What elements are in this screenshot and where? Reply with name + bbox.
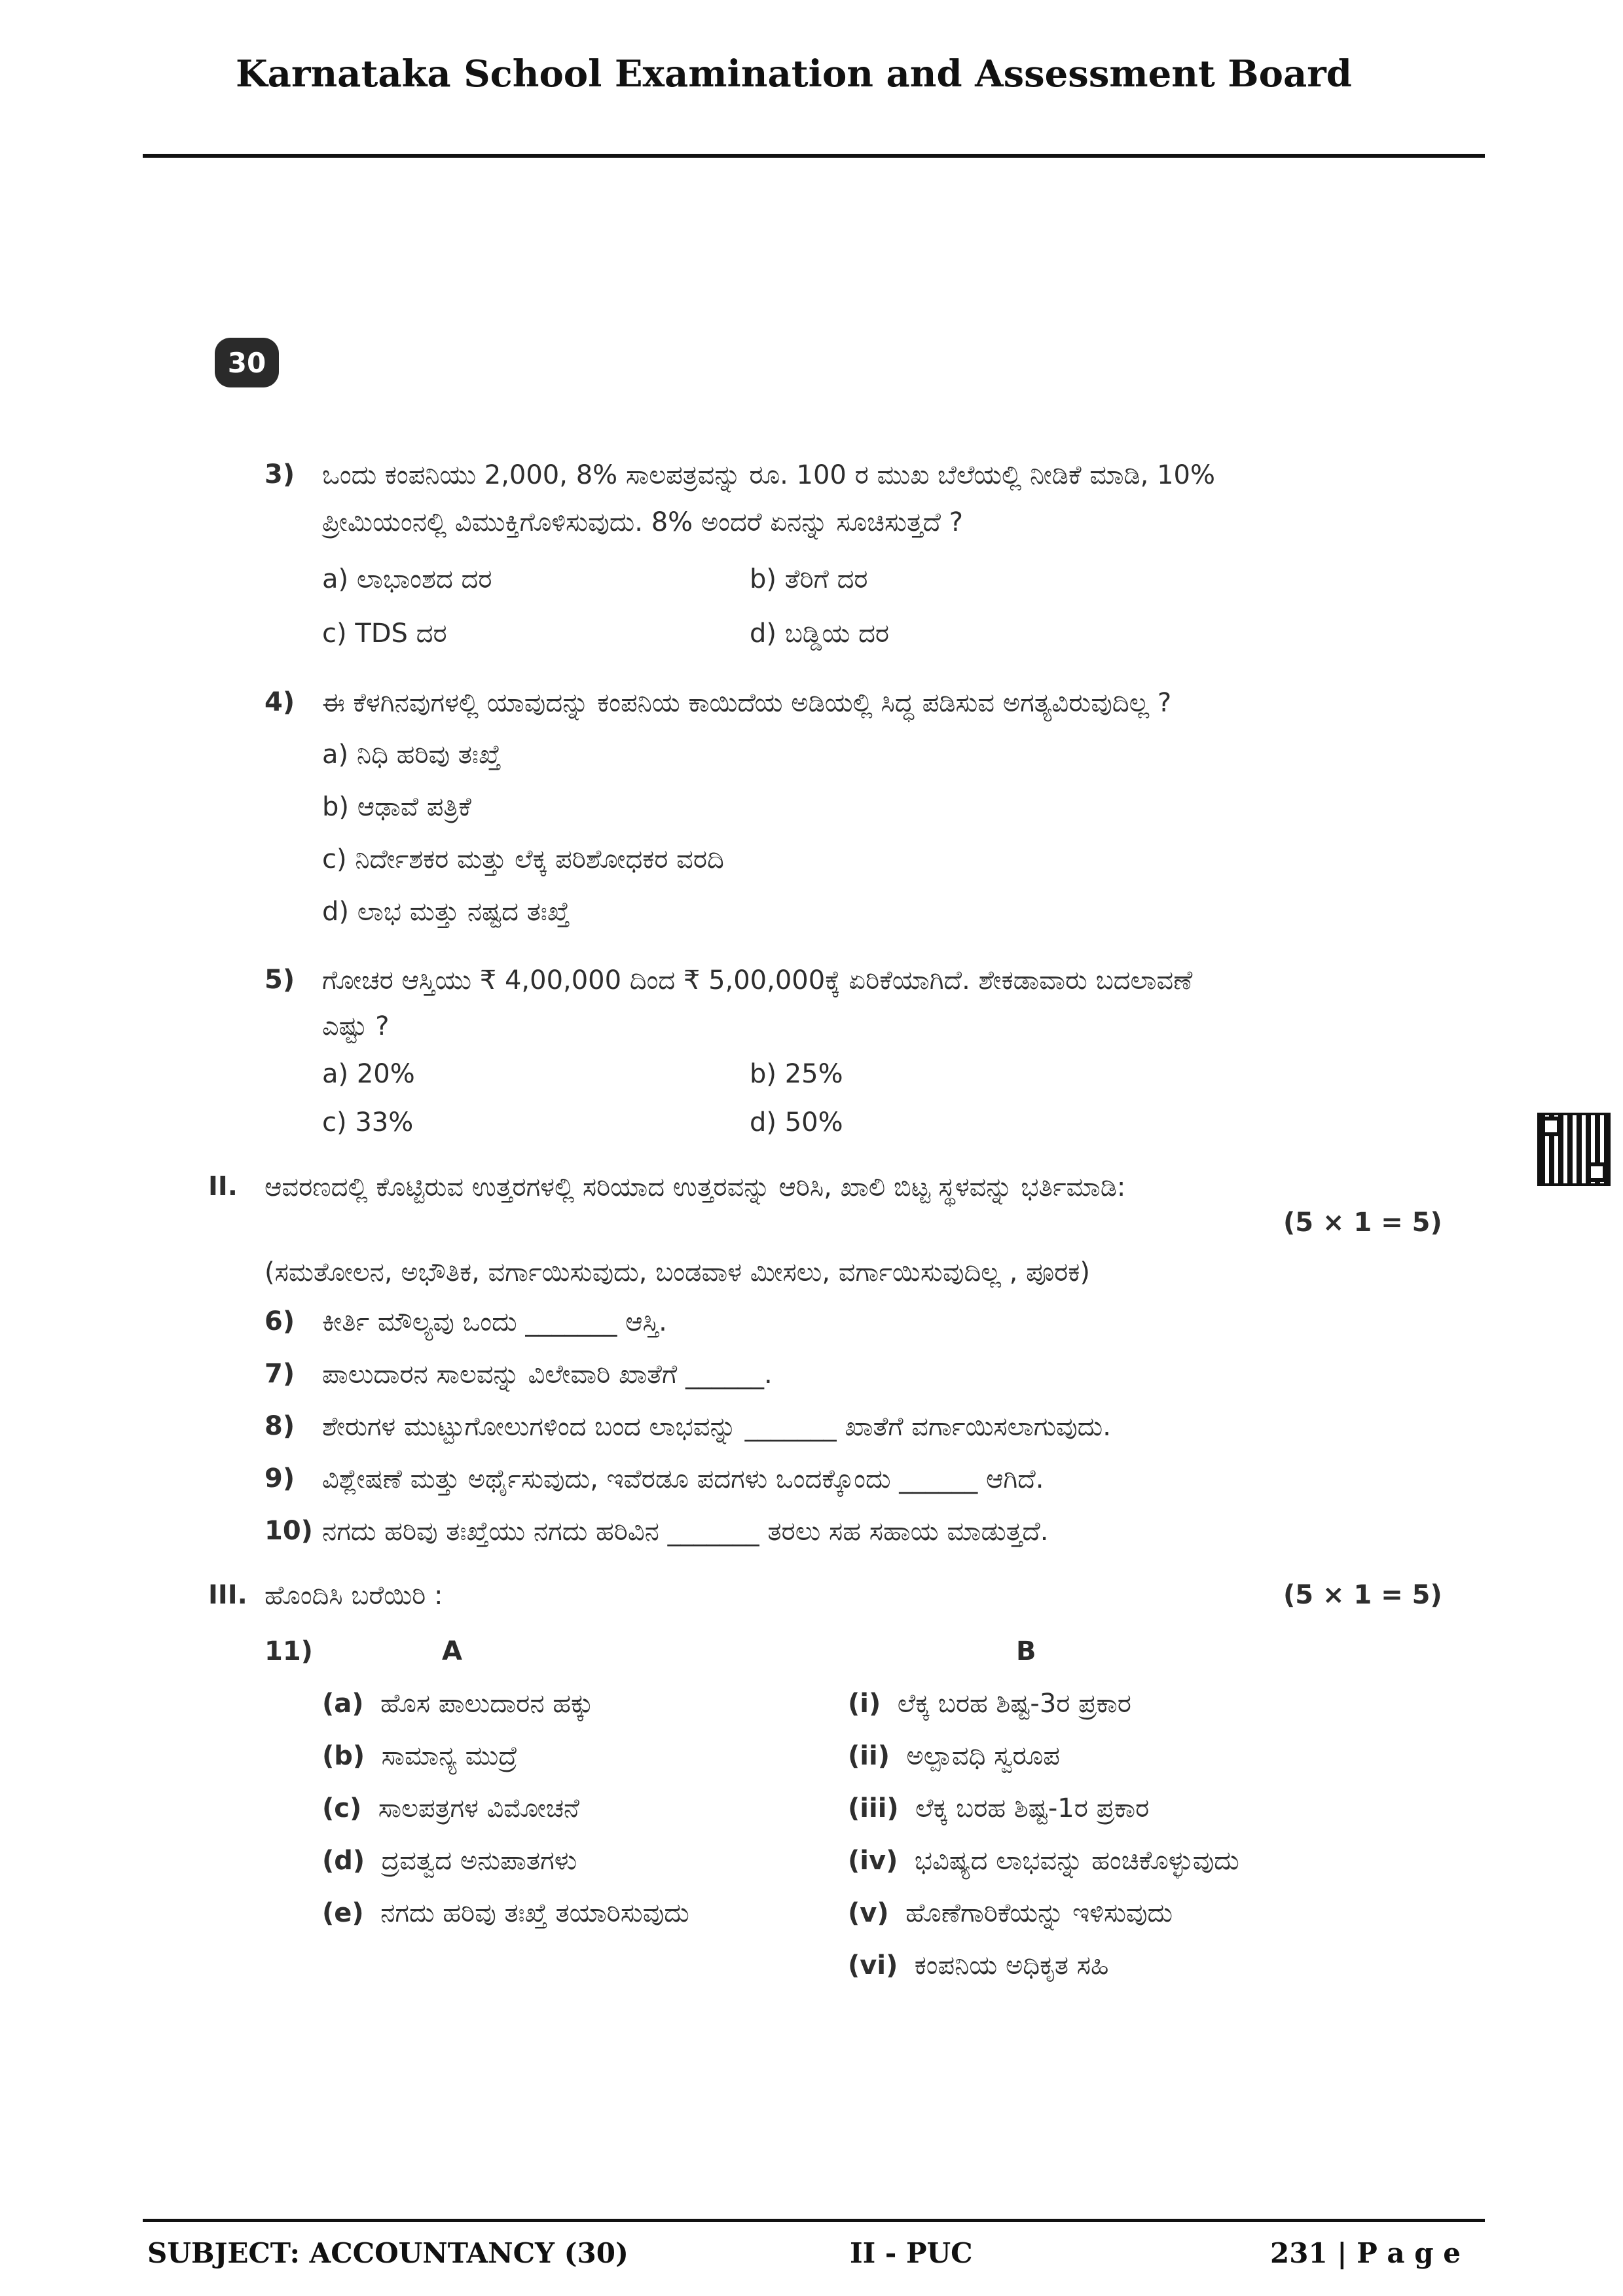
page-number-badge: 30	[215, 338, 279, 387]
board-title: Karnataka School Examination and Assessment Board	[236, 52, 1352, 96]
item-key: (c)	[322, 1793, 362, 1823]
question-number: 4)	[264, 687, 295, 717]
fill-blank-text: ಕೀರ್ತಿ ಮೌಲ್ಯವು ಒಂದು _______ ಆಸ್ತಿ.	[322, 1307, 667, 1337]
column-a-header: A	[442, 1636, 462, 1666]
question-number: 11)	[264, 1636, 313, 1666]
match-b-item	[848, 1689, 1131, 1719]
item-key: (iv)	[848, 1846, 898, 1876]
match-b-item	[848, 1741, 1060, 1771]
section-marks: (5 × 1 = 5)	[1283, 1208, 1442, 1238]
item-text: ಭವಿಷ್ಯದ ಲಾಭವನ್ನು ಹಂಚಿಕೊಳ್ಳುವುದು	[914, 1846, 1239, 1876]
item-key: (e)	[322, 1898, 364, 1928]
footer-class: II - PUC	[850, 2237, 973, 2269]
item-text: ನಗದು ಹರಿವು ತಃಖ್ತೆ ತಯಾರಿಸುವುದು	[380, 1898, 689, 1928]
question-text: ಗೋಚರ ಆಸ್ತಿಯು ₹ 4,00,000 ದಿಂದ ₹ 5,00,000ಕ್ಕೆ ಏರಿಕೆಯಾಗಿದೆ. ಶೇಕಡಾವಾರು ಬದಲಾವಣೆ	[322, 965, 1193, 996]
option-d: d) ಲಾಭ ಮತ್ತು ನಷ್ಟದ ತಃಖ್ತೆ	[322, 897, 570, 927]
item-text: ಸಾಲಪತ್ರಗಳ ವಿಮೋಚನೆ	[378, 1793, 579, 1823]
item-text: ದ್ರವತ್ವದ ಅನುಪಾತಗಳು	[381, 1846, 577, 1876]
item-key: (vi)	[848, 1950, 898, 1981]
question-text: ಒಂದು ಕಂಪನಿಯು 2,000, 8% ಸಾಲಪತ್ರವನ್ನು ರೂ. 100 ರ ಮುಖ ಬೆಲೆಯಲ್ಲಿ ನೀಡಿಕೆ ಮಾಡಿ, 10%	[322, 460, 1215, 490]
item-text: ಲೆಕ್ಕ ಬರಹ ಶಿಷ್ಟ-1ರ ಪ್ರಕಾರ	[915, 1793, 1150, 1823]
item-key: (a)	[322, 1689, 364, 1719]
match-a-item	[322, 1689, 594, 1719]
match-a-item	[322, 1741, 518, 1771]
match-b-item	[848, 1793, 1149, 1823]
question-text: ಪ್ರೀಮಿಯಂನಲ್ಲಿ ವಿಮುಕ್ತಿಗೊಳಿಸುವುದು. 8% ಅಂದರೆ ಏನನ್ನು ಸೂಚಿಸುತ್ತದೆ ?	[322, 507, 963, 537]
option-c: c) TDS ದರ	[322, 619, 447, 649]
question-number: 7)	[264, 1359, 295, 1389]
footer-divider	[143, 2219, 1485, 2222]
question-text: ಎಷ್ಟು ?	[322, 1011, 390, 1041]
fill-blank-text: ಶೇರುಗಳ ಮುಟ್ಟುಗೋಲುಗಳಿಂದ ಬಂದ ಲಾಭವನ್ನು _______ ಖಾತೆಗೆ ವರ್ಗಾಯಿಸಲಾಗುವುದು.	[322, 1412, 1111, 1442]
option-d: d) 50%	[750, 1107, 843, 1138]
option-d: d) ಬಡ್ಡಿಯ ದರ	[750, 619, 890, 649]
question-number: 3)	[264, 459, 295, 490]
footer-subject: SUBJECT: ACCOUNTANCY (30)	[147, 2237, 629, 2269]
qr-code-icon	[1537, 1113, 1611, 1186]
item-text: ಅಲ್ಪಾವಧಿ ಸ್ವರೂಪ	[906, 1741, 1060, 1771]
question-text: ಈ ಕೆಳಗಿನವುಗಳಲ್ಲಿ ಯಾವುದನ್ನು ಕಂಪನಿಯ ಕಾಯಿದೆಯ ಅಡಿಯಲ್ಲಿ ಸಿದ್ಧ ಪಡಿಸುವ ಅಗತ್ಯವಿರುವುದಿಲ್ಲ ?	[322, 688, 1172, 718]
option-c: c) ನಿರ್ದೇಶಕರ ಮತ್ತು ಲೆಕ್ಕ ಪರಿಶೋಧಕರ ವರದಿ	[322, 844, 724, 874]
item-text: ಲೆಕ್ಕ ಬರಹ ಶಿಷ್ಟ-3ರ ಪ್ರಕಾರ	[897, 1689, 1131, 1719]
option-a: a) 20%	[322, 1059, 415, 1089]
section-instruction: ಹೊಂದಿಸಿ ಬರೆಯಿರಿ :	[264, 1581, 443, 1611]
question-number: 6)	[264, 1306, 295, 1336]
match-b-item	[848, 1898, 1173, 1928]
footer-page-number: 231 | P a g e	[1270, 2237, 1461, 2269]
answer-options: (ಸಮತೋಲನ, ಅಭೌತಿಕ, ವರ್ಗಾಯಿಸುವುದು, ಬಂಡವಾಳ ಮೀಸಲು, ವರ್ಗಾಯಿಸುವುದಿಲ್ಲ , ಪೂರಕ)	[264, 1257, 1090, 1287]
item-text: ಹೊಸ ಪಾಲುದಾರನ ಹಕ್ಕು	[380, 1689, 594, 1719]
fill-blank-text: ವಿಶ್ಲೇಷಣೆ ಮತ್ತು ಅರ್ಥೈಸುವುದು, ಇವೆರಡೂ ಪದಗಳು ಒಂದಕ್ಕೊಂದು ______ ಆಗಿದೆ.	[322, 1464, 1044, 1494]
match-a-item	[322, 1898, 689, 1928]
column-b-header: B	[1016, 1636, 1036, 1666]
item-key: (ii)	[848, 1741, 890, 1771]
fill-blank-text: ಪಾಲುದಾರನ ಸಾಲವನ್ನು ವಿಲೇವಾರಿ ಖಾತೆಗೆ ______.	[322, 1359, 773, 1390]
question-number: 8)	[264, 1411, 295, 1441]
match-b-item	[848, 1846, 1239, 1876]
item-key: (i)	[848, 1689, 881, 1719]
question-number: 10)	[264, 1516, 313, 1546]
option-b: b) ತೆರಿಗೆ ದರ	[750, 564, 868, 594]
match-a-item	[322, 1846, 577, 1876]
option-a: a) ಲಾಭಾಂಶದ ದರ	[322, 564, 492, 594]
item-key: (d)	[322, 1846, 365, 1876]
option-b: b) 25%	[750, 1059, 843, 1089]
item-text: ಸಾಮಾನ್ಯ ಮುದ್ರೆ	[381, 1741, 518, 1771]
option-c: c) 33%	[322, 1107, 414, 1138]
question-number: 5)	[264, 965, 295, 995]
item-key: (v)	[848, 1898, 889, 1928]
header-divider	[143, 154, 1485, 158]
question-number: 9)	[264, 1463, 295, 1494]
section-marks: (5 × 1 = 5)	[1283, 1580, 1442, 1610]
option-a: a) ನಿಧಿ ಹರಿವು ತಃಖ್ತೆ	[322, 740, 501, 770]
item-key: (iii)	[848, 1793, 899, 1823]
match-b-item	[848, 1950, 1108, 1981]
match-a-item	[322, 1793, 579, 1823]
section-instruction: ಆವರಣದಲ್ಲಿ ಕೊಟ್ಟಿರುವ ಉತ್ತರಗಳಲ್ಲಿ ಸರಿಯಾದ ಉತ್ತರವನ್ನು ಆರಿಸಿ, ಖಾಲಿ ಬಿಟ್ಟ ಸ್ಥಳವನ್ನು ಭರ್ತಿಮಾಡಿ:	[264, 1172, 1126, 1202]
item-key: (b)	[322, 1741, 365, 1771]
section-number: III.	[208, 1580, 247, 1610]
fill-blank-text: ನಗದು ಹರಿವು ತಃಖ್ತೆಯು ನಗದು ಹರಿವಿನ _______ ತರಲು ಸಹ ಸಹಾಯ ಮಾಡುತ್ತದೆ.	[322, 1516, 1049, 1547]
item-text: ಕಂಪನಿಯ ಅಧಿಕೃತ ಸಹಿ	[914, 1950, 1109, 1981]
option-b: b) ಆಢಾವೆ ಪತ್ರಿಕೆ	[322, 792, 471, 822]
section-number: II.	[208, 1172, 238, 1202]
item-text: ಹೊಣೆಗಾರಿಕೆಯನ್ನು ಇಳಿಸುವುದು	[905, 1898, 1173, 1928]
